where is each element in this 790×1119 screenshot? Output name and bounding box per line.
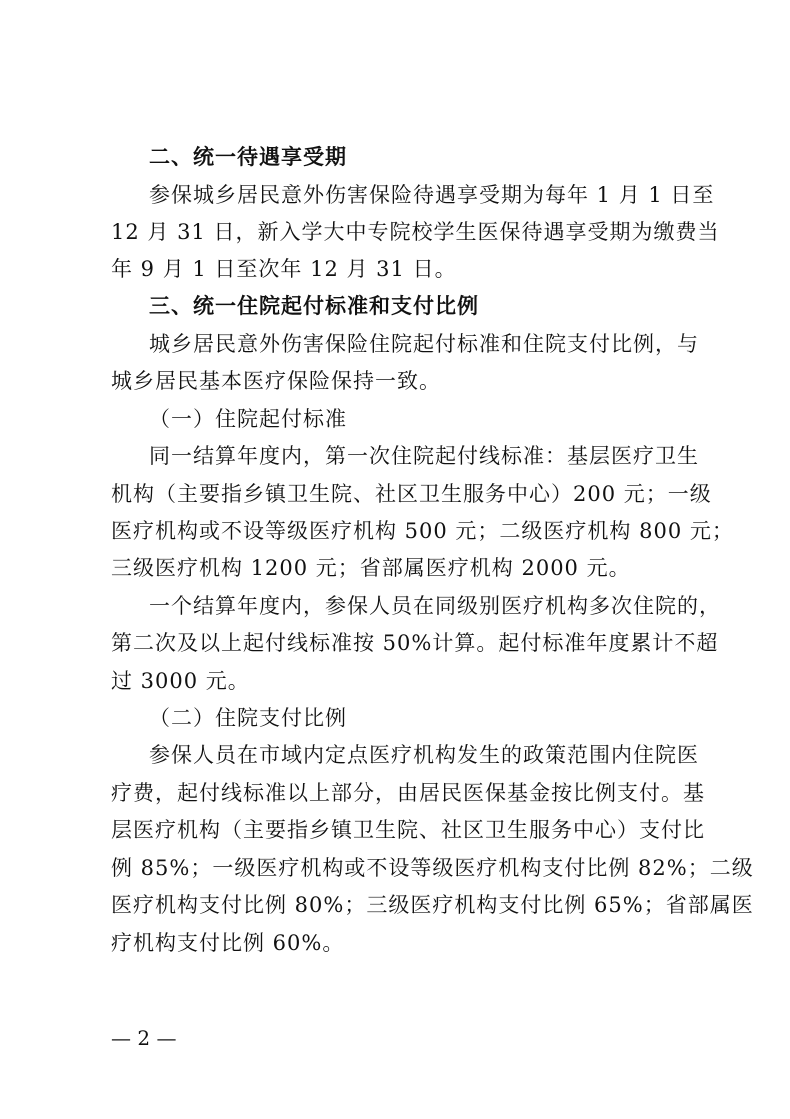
paragraph-line: 三级医疗机构 1200 元；省部属医疗机构 2000 元。 (111, 556, 631, 580)
paragraph-line: 城乡居民意外伤害保险住院起付标准和住院支付比例，与 (149, 332, 699, 356)
paragraph-line: 一个结算年度内，参保人员在同级别医疗机构多次住院的， (149, 594, 721, 618)
paragraph-line: 医疗机构或不设等级医疗机构 500 元；二级医疗机构 800 元； (111, 519, 734, 543)
paragraph-line: 例 85%；一级医疗机构或不设等级医疗机构支付比例 82%；二级 (111, 856, 754, 880)
paragraph-line: 疗费，起付线标准以上部分，由居民医保基金按比例支付。基 (111, 781, 705, 805)
paragraph-line: 城乡居民基本医疗保险保持一致。 (111, 369, 441, 393)
subsection-1-heading: （一）住院起付标准 (149, 407, 347, 431)
paragraph-line: 参保城乡居民意外伤害保险待遇享受期为每年 1 月 1 日至 (149, 183, 715, 207)
paragraph-line: 机构（主要指乡镇卫生院、社区卫生服务中心）200 元；一级 (111, 482, 712, 506)
section-2-heading: 二、统一待遇享受期 (149, 145, 347, 169)
paragraph-line: 第二次及以上起付线标准按 50%计算。起付标准年度累计不超 (111, 631, 719, 655)
paragraph-line: 参保人员在市域内定点医疗机构发生的政策范围内住院医 (149, 743, 699, 767)
section-3-heading: 三、统一住院起付标准和支付比例 (149, 294, 479, 318)
paragraph-line: 过 3000 元。 (111, 669, 250, 693)
page-number: — 2 — (111, 1026, 177, 1050)
paragraph-line: 同一结算年度内，第一次住院起付线标准：基层医疗卫生 (149, 444, 699, 468)
paragraph-line: 医疗机构支付比例 80%；三级医疗机构支付比例 65%；省部属医 (111, 893, 754, 917)
paragraph-line: 疗机构支付比例 60%。 (111, 931, 345, 955)
subsection-2-heading: （二）住院支付比例 (149, 706, 347, 730)
paragraph-line: 12 月 31 日，新入学大中专院校学生医保待遇享受期为缴费当 (111, 220, 720, 244)
paragraph-line: 年 9 月 1 日至次年 12 月 31 日。 (111, 257, 457, 281)
paragraph-line: 层医疗机构（主要指乡镇卫生院、社区卫生服务中心）支付比 (111, 818, 705, 842)
